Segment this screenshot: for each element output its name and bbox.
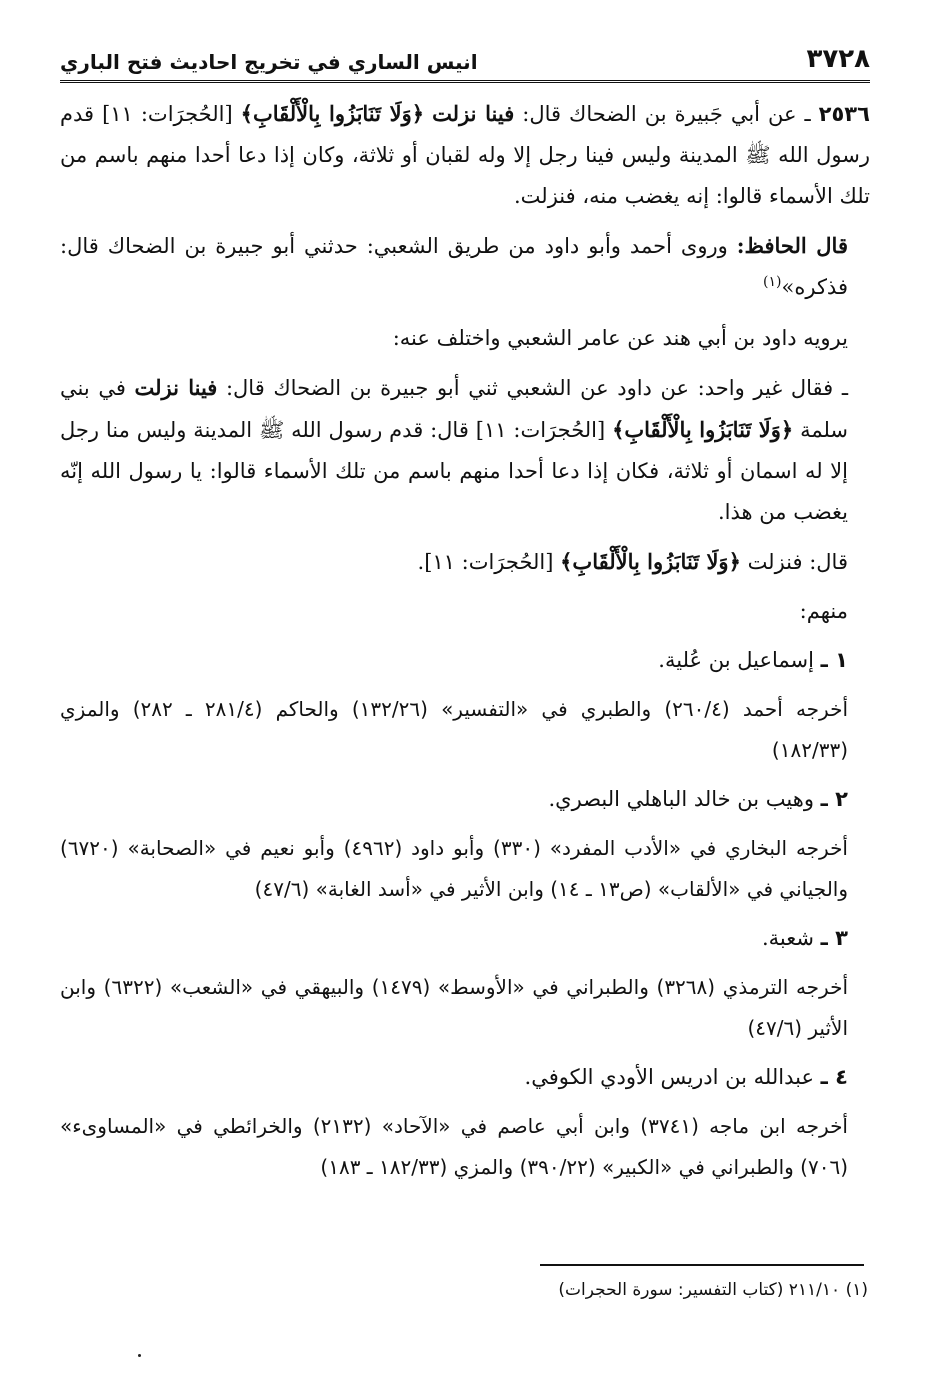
verse-reference: [الحُجرَات: ١١].	[417, 550, 554, 574]
variant-paragraph	[60, 367, 870, 533]
hadith-number: ٢٥٣٦	[818, 102, 870, 126]
footnote-marker: (١)	[763, 274, 782, 290]
narrator-name-line	[60, 1057, 870, 1098]
page-header	[60, 34, 870, 83]
narration-intro: يرويه داود بن أبي هند عن عامر الشعبي واختلف عنه:	[392, 326, 848, 350]
minhum-label: منهم:	[799, 599, 848, 623]
narrator-name: عبدالله بن ادريس الأودي الكوفي.	[524, 1065, 814, 1089]
narrator-citation: أخرجه أحمد (٢٦٠/٤) والطبري في «التفسير» (١٣٢/٢٦) والحاكم (٢٨١/٤ ـ ٢٨٢) والمزي (١٨٢/٣٣)	[60, 697, 849, 762]
revelation-lead: قال: فنزلت	[747, 550, 848, 574]
list-item	[60, 918, 870, 1049]
narrator-name: شعبة.	[761, 926, 814, 950]
narrator-number: ٤ ـ	[820, 1065, 848, 1089]
narrator-citation: أخرجه الترمذي (٣٢٦٨) والطبراني في «الأوسط» (١٤٧٩) والبيهقي في «الشعب» (٦٣٢٢) وابن الأثير (٤٧/٦)	[60, 975, 849, 1040]
hadith-lead: ـ عن أبي جَبيرة بن الضحاك قال:	[522, 102, 811, 126]
hafiz-label: قال الحافظ:	[736, 233, 848, 258]
footnote-mark: (١)	[845, 1280, 868, 1300]
narrator-number: ٣ ـ	[820, 926, 848, 950]
quran-verse: ﴿وَلَا تَنَابَزُوا بِالْأَلْقَابِ﴾	[560, 549, 741, 574]
variant-lead: ـ فقال غير واحد: عن داود عن الشعبي ثني أبو جبيرة بن الضحاك قال:	[225, 376, 848, 400]
verse-reference: [الحُجرَات: ١١]	[102, 102, 233, 126]
narrator-name: وهيب بن خالد الباهلي البصري.	[548, 787, 814, 811]
running-title: انيس الساري في تخريج احاديث فتح الباري	[60, 50, 478, 74]
hadith-paragraph	[60, 93, 870, 217]
variant-text: قال: قدم رسول الله ﷺ المدينة وليس منا رجل إلا له اسمان أو ثلاثة، فكان إذا دعا أحدا منهم باسم من تلك الأسماء قالوا: يا رسول الله إنّه يغضب من هذا.	[60, 418, 848, 524]
list-item	[60, 779, 870, 910]
narrator-name-line	[60, 779, 870, 820]
hadith-text: قدم رسول الله ﷺ المدينة وليس فينا رجل إلا وله لقبان أو ثلاثة، وكان إذا دعا أحدا منهم باسم من تلك الأسماء قالوا: إنه يغضب منه، فنزلت.	[60, 102, 870, 208]
narrator-name-line	[60, 640, 870, 681]
footnote	[448, 1280, 868, 1300]
narrator-number: ١ ـ	[820, 648, 848, 672]
footnote-divider	[540, 1264, 864, 1266]
quran-verse: ﴿وَلَا تَنَابَزُوا بِالْأَلْقَابِ﴾	[240, 101, 425, 126]
revelation-paragraph	[60, 541, 870, 583]
narrator-number: ٢ ـ	[820, 787, 848, 811]
document-page	[60, 34, 870, 1196]
narrator-citation: أخرجه البخاري في «الأدب المفرد» (٣٣٠) وأبو داود (٤٩٦٢) وأبو نعيم في «الصحابة» (٦٧٢٠) والجياني في «الألقاب» (ص١٣ ـ ١٤) وابن الأثير في «أسد الغابة» (٤٧/٦)	[60, 836, 848, 901]
verse-reference: [الحُجرَات: ١١]	[475, 418, 606, 442]
list-item	[60, 640, 870, 771]
footnote-text: ٢١١/١٠ (كتاب التفسير: سورة الحجرات)	[558, 1280, 841, 1300]
page-number: ٣٧٢٨	[806, 44, 870, 74]
list-item	[60, 1057, 870, 1188]
variant-bold-phrase: فينا نزلت	[134, 375, 218, 400]
narrator-list	[60, 640, 870, 1188]
narrator-name: إسماعيل بن عُلية.	[658, 648, 814, 672]
quran-verse: ﴿وَلَا تَنَابَزُوا بِالْأَلْقَابِ﴾	[612, 417, 794, 442]
variant-tribe: في بني سلمة	[60, 376, 849, 442]
scan-speck	[138, 1354, 141, 1357]
hafiz-text: وروى أحمد وأبو داود من طريق الشعبي: حدثني أبو جبيرة بن الضحاك قال: فذكره»	[60, 234, 848, 299]
narrator-citation: أخرجه ابن ماجه (٣٧٤١) وابن أبي عاصم في «الآحاد» (٢١٣٢) والخرائطي في «المساوىء» (٧٠٦) والطبراني في «الكبير» (٣٩٠/٢٢) والمزي (١٨٢/٣٣ ـ ١٨٣)	[60, 1114, 848, 1179]
hadith-bold-phrase: فينا نزلت	[432, 101, 515, 126]
hafiz-paragraph	[60, 225, 870, 308]
page-body	[60, 93, 870, 1188]
narrator-name-line	[60, 918, 870, 959]
